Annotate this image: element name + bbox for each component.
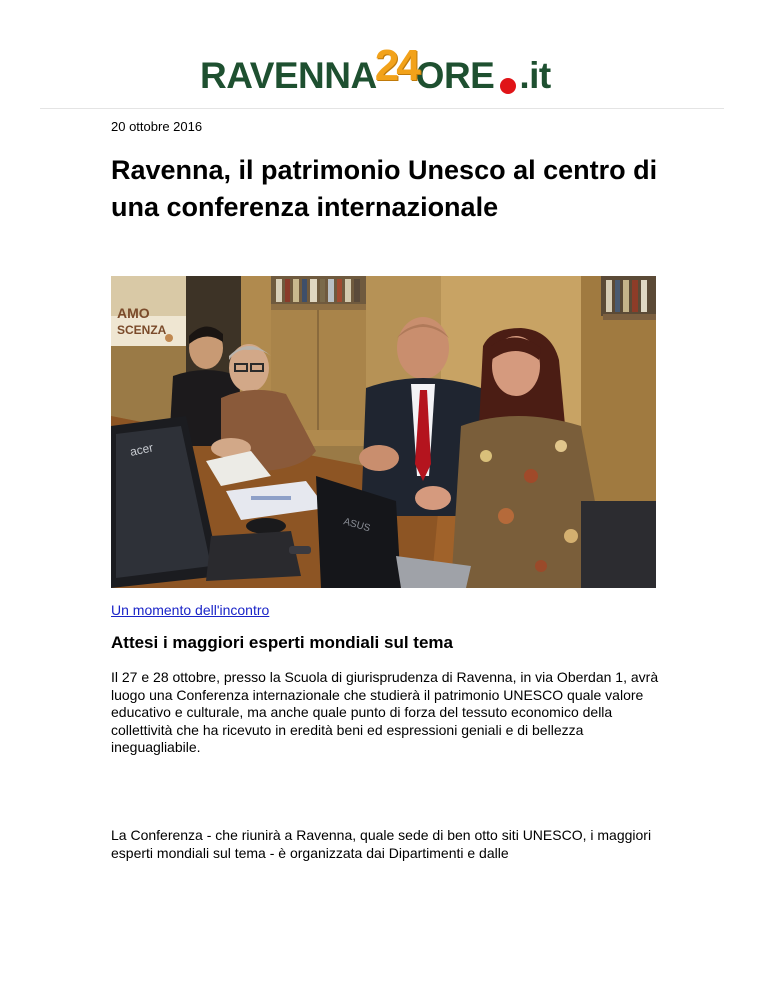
masthead: [0, 40, 768, 100]
monitor-brand-acer: acer: [128, 440, 155, 459]
logo-text-ravenna: RAVENNA: [200, 55, 377, 96]
article-paragraph-1: Il 27 e 28 ottobre, presso la Scuola di giurisprudenza di Ravenna, in via Oberdan 1, avrà luogo una Conferenza internazionale che studierà il patrimonio UNESCO quale valore educativo e culturale, ma anche quale punto di forza del tessuto economico della collettività che ha ricevuto in eredità beni ed espressioni geniali e di bellezza ineguagliabile.: [111, 669, 659, 755]
logo-number-24: 24: [374, 41, 418, 90]
photo-caption-link[interactable]: Un momento dell'incontro: [111, 602, 270, 618]
article-photo: [111, 276, 656, 588]
logo-red-dot-icon: [500, 78, 516, 94]
logo-text-ore: ORE: [415, 55, 495, 96]
laptop-brand-asus: ASUS: [342, 516, 372, 535]
poster-text-scenza: SCENZA: [117, 323, 167, 337]
conference-photo-illustration: [111, 276, 656, 588]
logo-text-tld: .it: [519, 55, 551, 96]
article-subheading: Attesi i maggiori esperti mondiali sul tema: [111, 633, 453, 652]
poster-text-amo: AMO: [117, 305, 150, 321]
article-date: 20 ottobre 2016: [111, 119, 203, 134]
article-paragraph-2: La Conferenza - che riunirà a Ravenna, quale sede di ben otto siti UNESCO, i maggiori esperti mondiali sul tema - è organizzata dai Dipartimenti e dalle: [111, 827, 652, 861]
article-title: Ravenna, il patrimonio Unesco al centro di una conferenza internazionale: [111, 155, 658, 222]
site-logo[interactable]: [200, 41, 551, 100]
header-divider: [40, 108, 724, 109]
